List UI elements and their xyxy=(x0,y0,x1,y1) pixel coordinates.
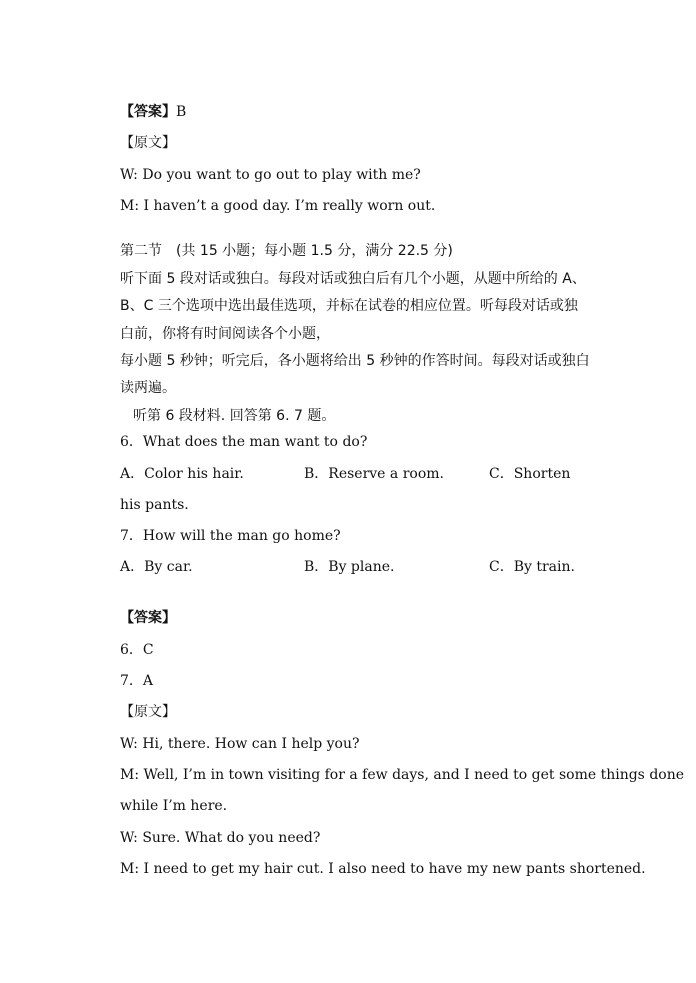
instruction-line: 听下面 5 段对话或独白。每段对话或独白后有几个小题，从题中所给的 A、 xyxy=(120,271,586,287)
instruction-line: 读两遍。 xyxy=(120,380,176,396)
question-stem: 6．What does the man want to do? xyxy=(120,434,368,450)
answer-item: 6．C xyxy=(120,642,154,658)
option-b: B．Reserve a room. xyxy=(304,466,444,482)
instruction-line: 每小题 5 秒钟；听完后，各小题将给出 5 秒钟的作答时间。每段对话或独白 xyxy=(120,353,590,369)
instruction-line: 白前，你将有时间阅读各个小题， xyxy=(120,326,330,342)
option-b: B．By plane. xyxy=(304,559,395,575)
material-note: 听第 6 段材料. 回答第 6. 7 题。 xyxy=(133,408,336,424)
answer-line-q5 xyxy=(120,103,186,121)
option-c: C．By train. xyxy=(489,559,575,575)
transcript-line: W: Sure. What do you need? xyxy=(120,830,321,846)
transcript-line: W: Do you want to go out to play with me? xyxy=(120,167,421,183)
transcript-line: M: Well, I’m in town visiting for a few days, and I need to get some things done xyxy=(120,767,685,783)
transcript-line: M: I haven’t a good day. I’m really worn out. xyxy=(120,198,436,214)
answers-label: 【答案】 xyxy=(120,610,176,626)
transcript-label: 【原文】 xyxy=(120,704,176,720)
transcript-line: M: I need to get my hair cut. I also need to have my new pants shortened. xyxy=(120,861,646,877)
answer-label: 【答案】 xyxy=(120,104,176,120)
answer-value: B xyxy=(176,104,187,120)
question-stem: 7．How will the man go home? xyxy=(120,528,341,544)
option-a: A．Color his hair. xyxy=(120,466,244,482)
option-wrap: his pants. xyxy=(120,497,189,513)
answer-item: 7．A xyxy=(120,673,154,689)
option-a: A．By car. xyxy=(120,559,193,575)
section-header: 第二节 (共 15 小题；每小题 1.5 分，满分 22.5 分) xyxy=(120,243,453,259)
transcript-line: W: Hi, there. How can I help you? xyxy=(120,736,360,752)
transcript-line: while I’m here. xyxy=(120,798,228,814)
transcript-label: 【原文】 xyxy=(120,135,176,151)
option-c: C．Shorten xyxy=(489,466,571,482)
instruction-line: B、C 三个选项中选出最佳选项，并标在试卷的相应位置。听每段对话或独 xyxy=(120,298,578,314)
